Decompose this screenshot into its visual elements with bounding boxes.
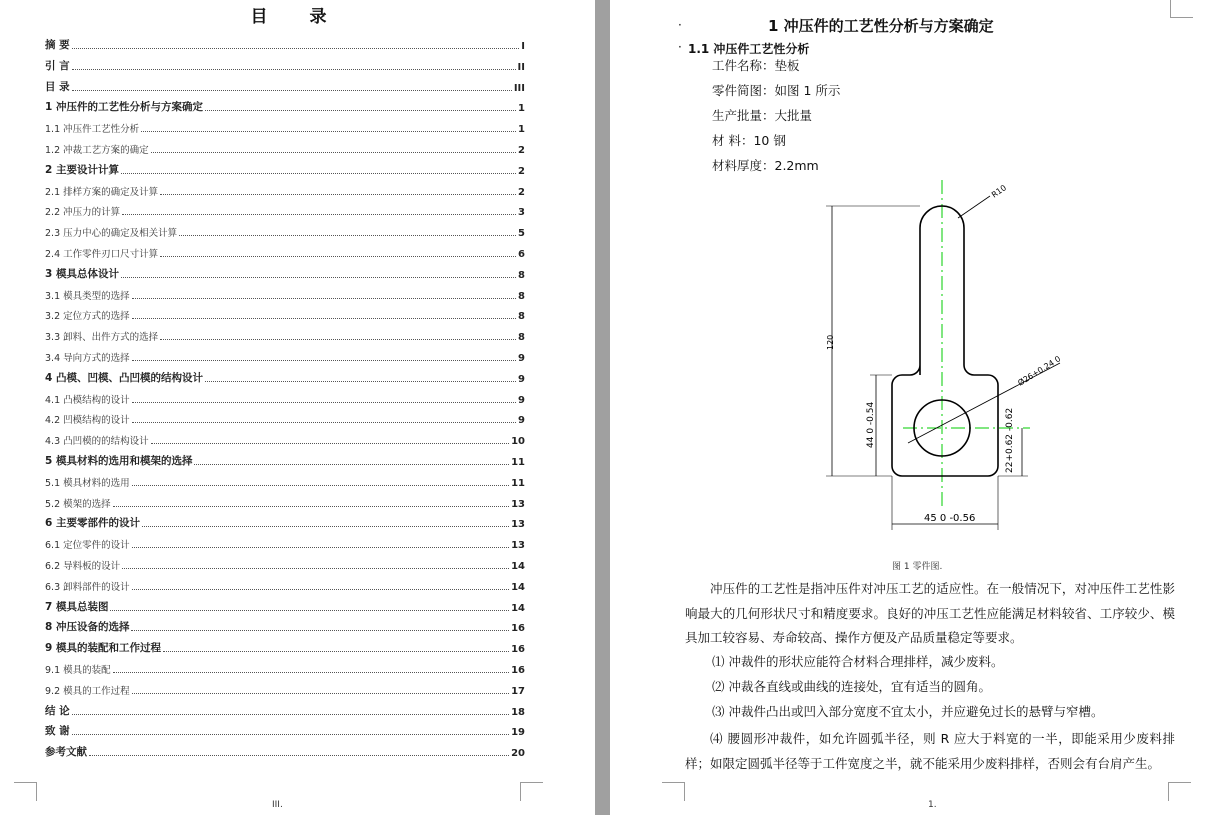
toc-entry-label: 1 冲压件的工艺性分析与方案确定 bbox=[45, 101, 203, 114]
toc-entry-page: 8 bbox=[518, 269, 525, 281]
toc-entry-page: 17 bbox=[511, 685, 525, 697]
toc-leader-dots bbox=[113, 506, 509, 507]
toc-entry-page: 14 bbox=[511, 561, 525, 572]
toc-leader-dots bbox=[132, 402, 516, 403]
toc-entry-label: 2.1 排样方案的确定及计算 bbox=[45, 186, 159, 198]
toc-entry-label: 3.4 导向方式的选择 bbox=[45, 353, 130, 364]
toc-entry-page: 9 bbox=[518, 415, 525, 427]
page-number: III. bbox=[272, 800, 283, 810]
dim-hole: Ø26+0.24 0 bbox=[1016, 354, 1063, 388]
toc-entry-page: 2 bbox=[518, 145, 525, 156]
toc-entry-page: 5 bbox=[518, 228, 525, 240]
toc-entry-page: 14 bbox=[511, 581, 525, 593]
toc-leader-dots bbox=[122, 214, 516, 215]
toc-entry[interactable] bbox=[45, 431, 525, 447]
crop-mark bbox=[662, 782, 685, 801]
toc-entry-label: 9.2 模具的工作过程 bbox=[45, 685, 130, 697]
toc-entry-label: 2.2 冲压力的计算 bbox=[45, 207, 121, 219]
toc-leader-dots bbox=[160, 256, 516, 257]
toc-entry-label: 3.3 卸料、出件方式的选择 bbox=[45, 332, 159, 344]
toc-leader-dots bbox=[121, 173, 516, 174]
toc-entry-label: 2.3 压力中心的确定及相关计算 bbox=[45, 228, 178, 240]
toc-leader-dots bbox=[72, 714, 509, 715]
toc-entry[interactable] bbox=[45, 306, 525, 322]
toc-entry[interactable] bbox=[45, 722, 525, 738]
page-number: 1. bbox=[928, 800, 937, 810]
toc-entry[interactable] bbox=[45, 702, 525, 718]
toc-entry-label: 6.2 导料板的设计 bbox=[45, 561, 121, 572]
toc-entry[interactable] bbox=[45, 327, 525, 343]
toc-leader-dots bbox=[160, 339, 516, 340]
toc-leader-dots bbox=[205, 381, 516, 382]
toc-leader-dots bbox=[179, 235, 516, 236]
toc-leader-dots bbox=[194, 464, 509, 465]
toc-entry-label: 目 录 bbox=[45, 80, 70, 93]
toc-entry-label: 5.1 模具材料的选用 bbox=[45, 477, 130, 489]
toc-leader-dots bbox=[122, 568, 509, 569]
toc-entry-label: 5.2 模架的选择 bbox=[45, 498, 111, 510]
crop-mark bbox=[1168, 782, 1191, 801]
toc-entry-label: 4.3 凸凹模的的结构设计 bbox=[45, 436, 149, 448]
toc-entry[interactable] bbox=[45, 743, 525, 759]
toc-entry[interactable] bbox=[45, 390, 525, 406]
toc-title: 目 录 bbox=[250, 7, 345, 27]
toc-entry-label: 5 模具材料的选用和模架的选择 bbox=[45, 455, 193, 467]
toc-leader-dots bbox=[151, 152, 516, 153]
toc-entry[interactable] bbox=[45, 78, 525, 94]
chapter-heading: 1 冲压件的工艺性分析与方案确定 bbox=[768, 17, 994, 35]
toc-entry-page: 8 bbox=[518, 290, 525, 302]
crop-mark bbox=[14, 782, 37, 801]
toc-leader-dots bbox=[132, 547, 509, 548]
toc-entry-page: III bbox=[513, 82, 525, 94]
toc-leader-dots bbox=[163, 651, 509, 652]
toc-entry[interactable] bbox=[45, 286, 525, 302]
toc-entry[interactable] bbox=[45, 98, 525, 114]
toc-entry-page: 14 bbox=[511, 602, 525, 614]
toc-entry-page: 19 bbox=[511, 727, 525, 739]
toc-entry-label: 摘 要 bbox=[45, 39, 70, 51]
toc-entry-label: 1.1 冲压件工艺性分析 bbox=[45, 124, 140, 136]
toc-entry-page: 11 bbox=[511, 457, 525, 468]
toc-entry-page: 8 bbox=[518, 311, 525, 323]
toc-entry-page: 1 bbox=[518, 103, 525, 115]
info-batch: 生产批量：大批量 bbox=[712, 108, 813, 123]
toc-entry[interactable] bbox=[45, 598, 525, 614]
toc-leader-dots bbox=[72, 734, 509, 735]
toc-leader-dots bbox=[132, 318, 516, 319]
toc-entry[interactable] bbox=[45, 577, 525, 593]
toc-entry-label: 6.3 卸料部件的设计 bbox=[45, 581, 130, 593]
toc-leader-dots bbox=[160, 194, 516, 195]
toc-leader-dots bbox=[205, 110, 516, 111]
toc-entry[interactable] bbox=[45, 369, 525, 385]
toc-entry[interactable] bbox=[45, 681, 525, 697]
toc-entry-label: 3 模具总体设计 bbox=[45, 267, 119, 280]
crop-mark bbox=[1170, 0, 1193, 18]
toc-entry-label: 8 冲压设备的选择 bbox=[45, 621, 130, 634]
toc-entry-label: 2.4 工作零件刃口尺寸计算 bbox=[45, 249, 159, 260]
toc-leader-dots bbox=[72, 90, 512, 91]
toc-entry-label: 2 主要设计计算 bbox=[45, 163, 119, 176]
toc-entry-page: I bbox=[521, 41, 525, 52]
bullet-mark: · bbox=[678, 18, 682, 32]
toc-entry-label: 4.1 凸模结构的设计 bbox=[45, 394, 130, 406]
toc-leader-dots bbox=[72, 69, 516, 70]
list-item-2: ⑵ 冲裁各直线或曲线的连接处，宜有适当的圆角。 bbox=[712, 679, 991, 694]
toc-entry[interactable] bbox=[45, 410, 525, 426]
toc-entry-page: 6 bbox=[518, 249, 525, 260]
toc-entry-label: 结 论 bbox=[45, 704, 70, 717]
section-heading: 1.1 冲压件工艺性分析 bbox=[688, 42, 810, 56]
toc-leader-dots bbox=[131, 630, 509, 631]
toc-entry[interactable] bbox=[45, 119, 525, 135]
toc-entry-page: 11 bbox=[511, 477, 525, 489]
toc-entry[interactable] bbox=[45, 57, 525, 73]
toc-leader-dots bbox=[72, 48, 520, 49]
info-material: 材 料：10 钢 bbox=[712, 133, 786, 148]
toc-entry-page: 2 bbox=[518, 165, 525, 177]
toc-entry[interactable] bbox=[45, 202, 525, 218]
toc-entry-page: 2 bbox=[518, 186, 525, 198]
toc-entry-page: 16 bbox=[511, 623, 525, 635]
content-page bbox=[610, 0, 1225, 815]
toc-entry-page: 13 bbox=[511, 498, 525, 510]
toc-entry-page: 9 bbox=[518, 353, 525, 364]
toc-entry-label: 4.2 凹模结构的设计 bbox=[45, 415, 130, 427]
toc-entry-page: 9 bbox=[518, 373, 525, 385]
toc-leader-dots bbox=[132, 422, 516, 423]
toc-entry-page: 16 bbox=[511, 644, 525, 656]
toc-leader-dots bbox=[132, 360, 516, 361]
toc-leader-dots bbox=[110, 610, 509, 611]
paragraph-2: ⑷ 腰圆形冲裁件，如允许圆弧半径，则 R 应大于料宽的一半，即能采用少废料排样；如限定圆弧半径等于工件宽度之半，就不能采用少废料排样，否则会有台肩产生。 bbox=[685, 731, 1175, 771]
part-drawing bbox=[610, 178, 1225, 538]
toc-entry[interactable] bbox=[45, 514, 525, 530]
toc-entry[interactable] bbox=[45, 452, 525, 468]
toc-entry-page: 3 bbox=[518, 207, 525, 219]
toc-entry-page: 13 bbox=[511, 519, 525, 531]
toc-leader-dots bbox=[89, 755, 509, 756]
toc-entry-page: 18 bbox=[511, 706, 525, 718]
toc-entry-label: 致 谢 bbox=[45, 725, 70, 738]
toc-entry-label: 9.1 模具的装配 bbox=[45, 665, 111, 676]
toc-entry[interactable] bbox=[45, 660, 525, 676]
dim-r10: R10 bbox=[989, 183, 1009, 200]
toc-entry[interactable] bbox=[45, 618, 525, 634]
toc-entry[interactable] bbox=[45, 182, 525, 198]
info-part-name: 工件名称：垫板 bbox=[712, 58, 800, 73]
toc-entry-page: 8 bbox=[518, 332, 525, 344]
figure-caption: 图 1 零件图. bbox=[892, 562, 943, 572]
list-item-3: ⑶ 冲裁件凸出或凹入部分宽度不宜太小，并应避免过长的悬臂与窄槽。 bbox=[712, 704, 1104, 719]
dim-22: 22+0.62 -0.62 bbox=[1005, 407, 1015, 473]
info-thickness: 材料厚度：2.2mm bbox=[712, 158, 819, 173]
toc-entry-label: 3.1 模具类型的选择 bbox=[45, 290, 130, 302]
toc-leader-dots bbox=[132, 485, 509, 486]
bullet-mark: · bbox=[678, 40, 682, 54]
toc-entry-label: 6 主要零部件的设计 bbox=[45, 517, 140, 530]
toc-entry-page: 16 bbox=[511, 665, 525, 676]
toc-leader-dots bbox=[132, 693, 509, 694]
toc-page bbox=[0, 0, 595, 815]
toc-entry[interactable] bbox=[45, 140, 525, 156]
info-part-sketch: 零件简图：如图 1 所示 bbox=[712, 83, 841, 98]
toc-entry-page: II bbox=[517, 61, 525, 73]
toc-entry-page: 1 bbox=[518, 124, 525, 136]
toc-leader-dots bbox=[142, 526, 509, 527]
toc-entry-label: 7 模具总装图 bbox=[45, 600, 109, 613]
toc-leader-dots bbox=[113, 672, 509, 673]
toc-entry-label: 6.1 定位零件的设计 bbox=[45, 540, 130, 552]
dim-120: 120 bbox=[826, 334, 835, 350]
list-item-1: ⑴ 冲裁件的形状应能符合材料合理排样，减少废料。 bbox=[712, 654, 1004, 669]
toc-entry[interactable] bbox=[45, 535, 525, 551]
toc-entry[interactable] bbox=[45, 244, 525, 260]
dim-45: 45 0 -0.56 bbox=[924, 513, 976, 524]
toc-entry[interactable] bbox=[45, 161, 525, 177]
toc-entry-page: 20 bbox=[511, 748, 525, 760]
toc-entry-page: 13 bbox=[511, 540, 525, 552]
toc-entry-label: 1.2 冲裁工艺方案的确定 bbox=[45, 145, 149, 156]
toc-entry[interactable] bbox=[45, 265, 525, 281]
toc-entry[interactable] bbox=[45, 223, 525, 239]
toc-entry[interactable] bbox=[45, 494, 525, 510]
toc-leader-dots bbox=[151, 443, 509, 444]
toc-entry-label: 3.2 定位方式的选择 bbox=[45, 311, 130, 323]
toc-leader-dots bbox=[121, 277, 516, 278]
crop-mark bbox=[520, 782, 543, 801]
toc-entry[interactable] bbox=[45, 348, 525, 364]
toc-entry[interactable] bbox=[45, 36, 525, 52]
toc-entry-label: 引 言 bbox=[45, 59, 70, 72]
toc-leader-dots bbox=[132, 589, 509, 590]
toc-entry-label: 参考文献 bbox=[45, 746, 87, 759]
toc-entry-page: 10 bbox=[511, 436, 525, 448]
dim-44: 44 0 -0.54 bbox=[866, 401, 876, 448]
toc-entry-page: 9 bbox=[518, 394, 525, 406]
toc-entry-label: 9 模具的装配和工作过程 bbox=[45, 642, 161, 655]
toc-entry[interactable] bbox=[45, 473, 525, 489]
toc-entry[interactable] bbox=[45, 639, 525, 655]
toc-leader-dots bbox=[141, 131, 516, 132]
toc-entry[interactable] bbox=[45, 556, 525, 572]
paragraph-1: 冲压件的工艺性是指冲压件对冲压工艺的适应性。在一般情况下，对冲压件工艺性影响最大的几何形状尺寸和精度要求。良好的冲压工艺性应能满足材料较省、工序较少、模具加工较容易、寿命较高、操作方便及产品质量稳定等要求。 bbox=[685, 581, 1175, 645]
toc-leader-dots bbox=[132, 298, 516, 299]
toc-entry-label: 4 凸模、凹模、凸凹模的结构设计 bbox=[45, 371, 203, 384]
